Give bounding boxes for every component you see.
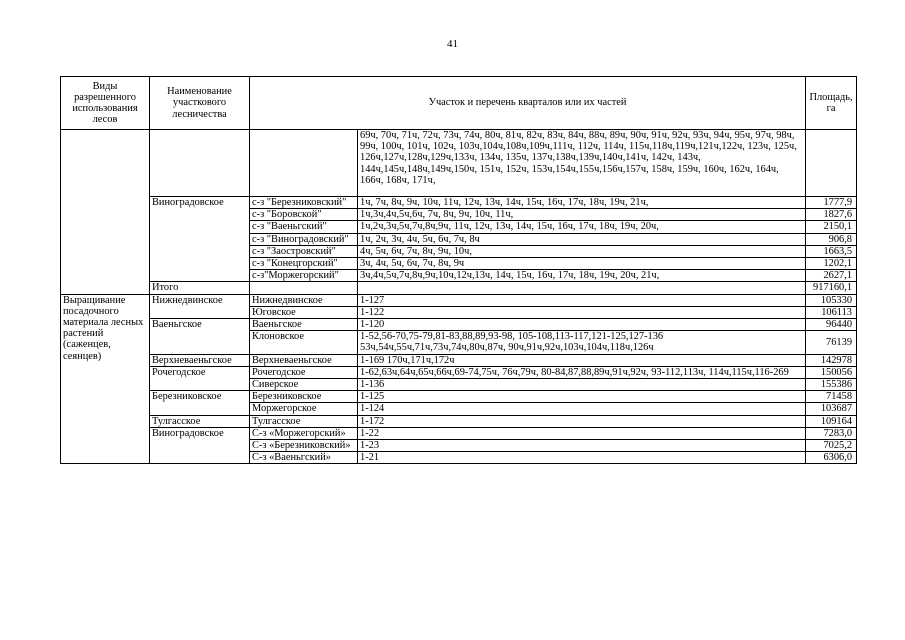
forestry-cell: Березниковское <box>150 391 250 415</box>
forestry-cell: Ваеньгское <box>150 319 250 355</box>
quarters-cell: 1-122 <box>358 306 806 318</box>
quarters-cell: 1-169 170ч,171ч,172ч <box>358 354 806 366</box>
site-cell: Нижнедвинское <box>250 294 358 306</box>
area-cell: 906,8 <box>806 233 857 245</box>
area-cell: 2627,1 <box>806 270 857 282</box>
site-cell-empty <box>250 130 358 197</box>
total-row <box>61 282 857 294</box>
site-cell: Сиверское <box>250 379 358 391</box>
header-quarters: Участок и перечень кварталов или их частей <box>250 77 806 130</box>
quarters-cell: 1-136 <box>358 379 806 391</box>
area-cell-empty <box>806 130 857 197</box>
quarters-cell: 1-120 <box>358 319 806 331</box>
area-cell: 150056 <box>806 366 857 378</box>
quarters-cell: 1-23 <box>358 440 806 452</box>
quarters-cell: 1ч, 2ч, 3ч, 4ч, 5ч, 6ч, 7ч, 8ч <box>358 233 806 245</box>
site-cell: Моржегорское <box>250 403 358 415</box>
area-cell: 96440 <box>806 319 857 331</box>
area-cell: 1777,9 <box>806 197 857 209</box>
site-cell: с-з "Заостровский" <box>250 245 358 257</box>
site-cell: Верхневаеньгское <box>250 354 358 366</box>
total-area: 917160,1 <box>806 282 857 294</box>
quarters-cell: 1ч, 7ч, 8ч, 9ч, 10ч, 11ч, 12ч, 13ч, 14ч, 15ч, 16ч, 17ч, 18ч, 19ч, 21ч, <box>358 197 806 209</box>
forestry-cell: Виноградовское <box>150 427 250 464</box>
area-cell: 103687 <box>806 403 857 415</box>
table-row <box>61 427 857 439</box>
quarters-cell: 1-22 <box>358 427 806 439</box>
quarters-cell: 1-125 <box>358 391 806 403</box>
page-number: 41 <box>447 38 458 50</box>
quarters-cell: 3ч,4ч,5ч,7ч,8ч,9ч,10ч,12ч,13ч, 14ч, 15ч, 16ч, 17ч, 18ч, 19ч, 20ч, 21ч, <box>358 270 806 282</box>
site-cell: С-з «Березниковский» <box>250 440 358 452</box>
table-row <box>61 366 857 378</box>
table-row <box>61 294 857 306</box>
area-cell: 6306,0 <box>806 452 857 464</box>
quarters-cell-empty <box>358 282 806 294</box>
forestry-cell: Виноградовское <box>150 197 250 282</box>
area-cell: 109164 <box>806 415 857 427</box>
header-area: Площадь, га <box>806 77 857 130</box>
area-cell: 142978 <box>806 354 857 366</box>
site-cell: С-з «Моржегорский» <box>250 427 358 439</box>
header-forestry: Наименование участкового лесничества <box>150 77 250 130</box>
quarters-cell: 1ч,3ч,4ч,5ч,6ч, 7ч, 8ч, 9ч, 10ч, 11ч, <box>358 209 806 221</box>
site-cell: с-з "Ваеньгский" <box>250 221 358 233</box>
site-cell: Тулгасское <box>250 415 358 427</box>
area-cell: 7283,0 <box>806 427 857 439</box>
site-cell-empty <box>250 282 358 294</box>
quarters-cell: 4ч, 5ч, 6ч, 7ч, 8ч, 9ч, 10ч, <box>358 245 806 257</box>
forestry-cell: Верхневаеньгское <box>150 354 250 366</box>
table-row <box>61 391 857 403</box>
use-type-cell-empty <box>61 130 150 295</box>
site-cell: с-з "Березниковский" <box>250 197 358 209</box>
forestry-cell: Рочегодское <box>150 366 250 390</box>
area-cell: 105330 <box>806 294 857 306</box>
forestry-cell: Тулгасское <box>150 415 250 427</box>
area-cell: 155386 <box>806 379 857 391</box>
site-cell: с-з "Виноградовский" <box>250 233 358 245</box>
quarters-cell: 1-21 <box>358 452 806 464</box>
table-row <box>61 415 857 427</box>
quarters-cell: 3ч, 4ч, 5ч, 6ч, 7ч, 8ч, 9ч <box>358 258 806 270</box>
quarters-cell: 1-62,63ч,64ч,65ч,66ч,69-74,75ч, 76ч,79ч, 80-84,87,88,89ч,91ч,92ч, 93-112,113ч, 114ч,115ч,116-269 <box>358 366 806 378</box>
table-row <box>61 197 857 209</box>
header-use-type: Виды разрешенного использования лесов <box>61 77 150 130</box>
total-label: Итого <box>150 282 250 294</box>
forestry-cell-empty <box>150 130 250 197</box>
site-cell: С-з «Ваеньгский» <box>250 452 358 464</box>
area-cell: 106113 <box>806 306 857 318</box>
quarters-cell: 1-52,56-70,75-79,81-83,88,89,93-98, 105-108,113-117,121-125,127-136 53ч,54ч,55ч,71ч,73ч,74ч,80ч,87ч, 90ч,91ч,92ч,103ч,104ч,118ч,126ч <box>358 331 806 354</box>
quarters-cell: 1-172 <box>358 415 806 427</box>
quarters-cell: 1-124 <box>358 403 806 415</box>
use-type-cell: Выращивание посадочного материала лесных растений (саженцев, сеянцев) <box>61 294 150 464</box>
site-cell: Юговское <box>250 306 358 318</box>
area-cell: 71458 <box>806 391 857 403</box>
table-row <box>61 130 857 197</box>
quarters-cell: 1-127 <box>358 294 806 306</box>
area-cell: 1827,6 <box>806 209 857 221</box>
area-cell: 7025,2 <box>806 440 857 452</box>
quarters-cell: 69ч, 70ч, 71ч, 72ч, 73ч, 74ч, 80ч, 81ч, 82ч, 83ч, 84ч, 88ч, 89ч, 90ч, 91ч, 92ч, 93ч, 94ч, 95ч, 97ч, 98ч, 99ч, 100ч, 101ч, 102ч, 103ч,104ч,108ч,109ч,111ч, 112ч, 114ч, 115ч,118ч,119ч,121ч,122ч, 123ч, 125ч, 126ч,127ч,128ч,129ч,133ч, 134ч, 135ч, 137ч,138ч,139ч,140ч,141ч, 142ч, 143ч, 144ч,145ч,148ч,149ч,150ч, 151ч, 152ч, 153ч,154ч,155ч,156ч,157ч, 158ч, 159ч, 160ч, 162ч, 164ч, 166ч, 168ч, 171ч, <box>358 130 806 197</box>
site-cell: Ваеньгское <box>250 319 358 331</box>
area-cell: 1663,5 <box>806 245 857 257</box>
site-cell: Рочегодское <box>250 366 358 378</box>
site-cell: с-з "Боровской" <box>250 209 358 221</box>
table-header-row <box>61 77 857 130</box>
site-cell: с-з"Моржегорский" <box>250 270 358 282</box>
table-row <box>61 354 857 366</box>
area-cell: 76139 <box>806 331 857 354</box>
quarters-cell: 1ч,2ч,3ч,5ч,7ч,8ч,9ч, 11ч, 12ч, 13ч, 14ч, 15ч, 16ч, 17ч, 18ч, 19ч, 20ч, <box>358 221 806 233</box>
area-cell: 2150,1 <box>806 221 857 233</box>
area-cell: 1202,1 <box>806 258 857 270</box>
forestry-cell: Нижнедвинское <box>150 294 250 318</box>
site-cell: с-з "Конецгорский" <box>250 258 358 270</box>
forest-use-table <box>60 76 857 464</box>
table-row <box>61 319 857 331</box>
site-cell: Березниковское <box>250 391 358 403</box>
site-cell: Клоновское <box>250 331 358 354</box>
